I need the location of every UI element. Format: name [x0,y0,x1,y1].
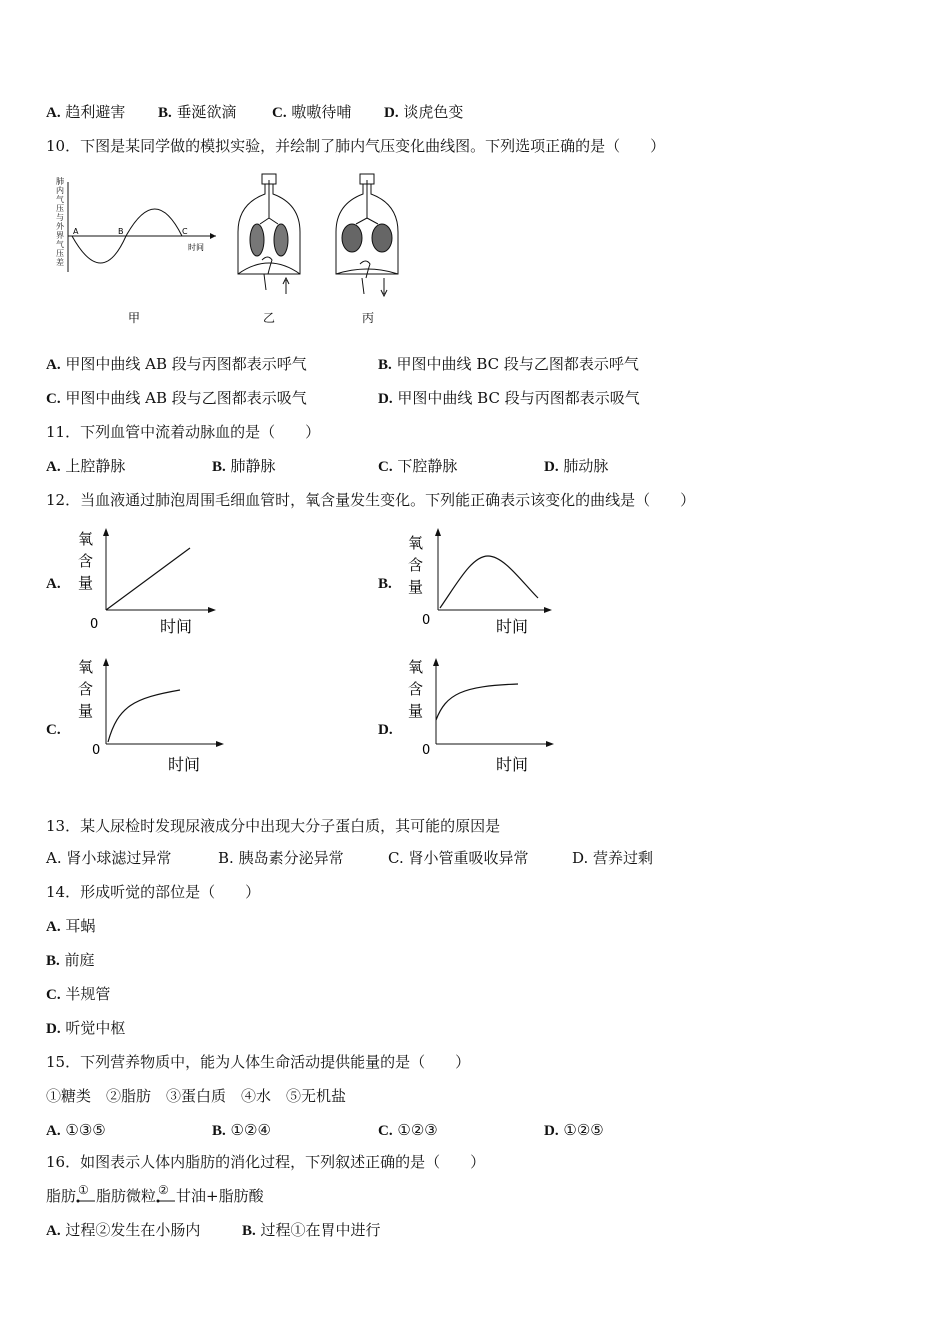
svg-text:0: 0 [90,617,99,632]
q10-option-b: B. 甲图中曲线 BC 段与乙图都表示呼气 [378,355,639,373]
q12-stem: 12．当血液通过肺泡周围毛细血管时，氧含量发生变化。下列能正确表示该变化的曲线是（ ） [46,491,696,509]
y-axis-label-char: 压 [56,249,64,258]
svg-text:量: 量 [408,702,424,720]
q13-stem: 13．某人尿检时发现尿液成分中出现大分子蛋白质，其可能的原因是 [46,817,501,835]
svg-text:氧: 氧 [78,658,94,676]
svg-text:时间: 时间 [168,755,201,774]
q10-option-d: D. 甲图中曲线 BC 段与丙图都表示吸气 [378,389,640,407]
q10-stem: 10．下图是某同学做的模拟实验，并绘制了肺内气压变化曲线图。下列选项正确的是（ ） [46,137,666,155]
y-axis-label-char: 气 [56,240,64,249]
q11-option-c: C. 下腔静脉 [378,457,458,475]
q14-option-c: C. 半规管 [46,985,111,1003]
q15-items: ①糖类 ②脂肪 ③蛋白质 ④水 ⑤无机盐 [46,1087,347,1105]
y-axis-label-char: 外 [56,222,64,231]
q12-graph-a [74,526,224,644]
y-axis-label-char: 气 [56,195,64,204]
q15-option-b: B. ①②④ [212,1121,271,1139]
q14-stem: 14．形成听觉的部位是（ ） [46,883,261,901]
q10-figure [46,172,426,336]
y-axis-label-char: 界 [56,231,64,240]
process-step-2: 脂肪微粒 [96,1187,157,1205]
q11-stem: 11．下列血管中流着动脉血的是（ ） [46,423,321,441]
svg-text:氧: 氧 [78,530,94,548]
q12-option-c-key: C. [46,722,61,738]
svg-text:含: 含 [78,680,94,698]
q16-stem: 16．如图表示人体内脂肪的消化过程，下列叙述正确的是（ ） [46,1153,486,1171]
svg-text:甲: 甲 [128,311,141,325]
figure-jia [56,176,216,325]
q9-option-c: C. 嗷嗷待哺 [272,103,352,121]
q12-option-a-key: A. [46,576,61,592]
svg-text:含: 含 [78,552,94,570]
q15-option-c: C. ①②③ [378,1121,438,1139]
svg-text:氧: 氧 [408,658,424,676]
svg-text:0: 0 [92,743,101,758]
svg-text:B: B [118,227,124,236]
q16-option-a: A. 过程②发生在小肠内 [46,1221,201,1239]
svg-text:含: 含 [408,556,424,574]
q15-option-a: A. ①③⑤ [46,1121,106,1139]
y-axis-label-char: 肺 [56,177,64,186]
q16-option-b: B. 过程①在胃中进行 [242,1221,381,1239]
q12-option-d-key: D. [378,722,393,738]
q16-process [46,1183,264,1206]
q14-option-b: B. 前庭 [46,951,95,969]
q15-option-d: D. ①②⑤ [544,1121,604,1139]
svg-text:含: 含 [408,680,424,698]
figure-yi [238,174,300,325]
process-step-3: 甘油+脂肪酸 [176,1187,264,1205]
svg-text:氧: 氧 [408,534,424,552]
q13-option-c: C. 肾小管重吸收异常 [388,849,529,867]
q12-graph-c [74,654,234,778]
q9-option-b: B. 垂涎欲滴 [158,103,237,121]
svg-text:A: A [73,227,79,236]
svg-text:C: C [182,227,188,236]
q11-option-a: A. 上腔静脉 [46,457,126,475]
q13-option-d: D. 营养过剩 [572,849,654,867]
svg-text:量: 量 [78,702,94,720]
q14-option-a: A. 耳蜗 [46,917,96,935]
q9-option-a: A. 趋利避害 [46,103,126,121]
q13-option-b: B. 胰岛素分泌异常 [218,849,344,867]
y-axis-label-char: 与 [56,213,64,222]
figure-bing [336,174,398,325]
svg-text:时间: 时间 [496,617,529,636]
q13-option-a: A. 肾小球滤过异常 [46,849,172,867]
y-axis-label-char: 差 [56,258,64,267]
q15-stem: 15．下列营养物质中，能为人体生命活动提供能量的是（ ） [46,1053,471,1071]
q9-option-d: D. 谈虎色变 [384,103,464,121]
svg-text:时间: 时间 [188,243,204,252]
q10-option-a: A. 甲图中曲线 AB 段与丙图都表示呼气 [46,355,307,373]
process-arrow-1: ① [76,1186,96,1206]
q12-graph-d [404,654,564,778]
svg-text:丙: 丙 [362,311,375,325]
process-arrow-2: ② [156,1186,176,1206]
svg-text:0: 0 [422,613,431,628]
y-axis-label-char: 压 [56,204,64,213]
q10-option-c: C. 甲图中曲线 AB 段与乙图都表示吸气 [46,389,307,407]
q12-graph-b [404,526,560,644]
svg-text:量: 量 [408,578,424,596]
svg-text:量: 量 [78,574,94,592]
svg-text:0: 0 [422,743,431,758]
q11-option-d: D. 肺动脉 [544,457,609,475]
svg-text:时间: 时间 [496,755,529,774]
y-axis-label-char: 内 [56,186,64,195]
process-step-1: 脂肪 [46,1187,77,1205]
q14-option-d: D. 听觉中枢 [46,1019,126,1037]
svg-text:时间: 时间 [160,617,193,636]
svg-text:乙: 乙 [263,311,276,325]
q12-option-b-key: B. [378,576,392,592]
q11-option-b: B. 肺静脉 [212,457,276,475]
